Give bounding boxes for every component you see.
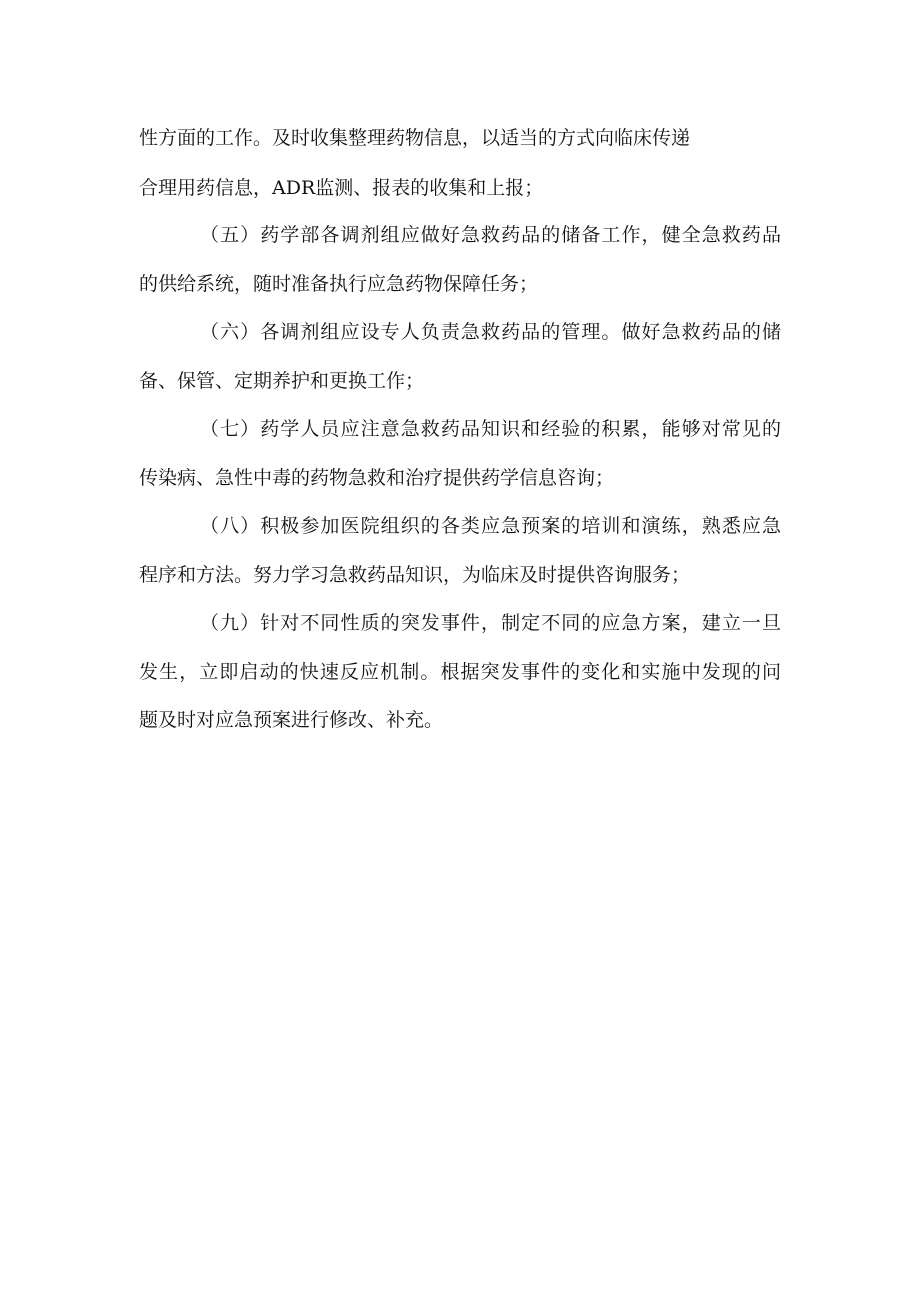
paragraph-9-line-1: （九）针对不同性质的突发事件，制定不同的应急方案，建立一旦 (200, 612, 781, 634)
text-line: 合理用药信息，ADR监测、报表的收集和上报； (139, 177, 544, 199)
paragraph-6-line-2: 备、保管、定期养护和更换工作； (139, 370, 425, 392)
paragraph-9-line-2: 发生，立即启动的快速反应机制。根据突发事件的变化和实施中发现的问 (139, 661, 781, 683)
text-line: 性方面的工作。及时收集整理药物信息，以适当的方式向临床传递 (139, 127, 691, 149)
paragraph-7-line-1: （七）药学人员应注意急救药品知识和经验的积累，能够对常见的 (200, 418, 781, 440)
paragraph-6-line-1: （六）各调剂组应设专人负责急救药品的管理。做好急救药品的储 (200, 321, 781, 343)
paragraph-8-line-2: 程序和方法。努力学习急救药品知识，为临床及时提供咨询服务； (139, 564, 691, 586)
paragraph-5-line-2: 的供给系统，随时准备执行应急药物保障任务； (139, 273, 539, 295)
paragraph-8-line-1: （八）积极参加医院组织的各类应急预案的培训和演练，熟悉应急 (200, 515, 781, 537)
paragraph-7-line-2: 传染病、急性中毒的药物急救和治疗提供药学信息咨询； (139, 467, 615, 489)
paragraph-9-line-3: 题及时对应急预案进行修改、补充。 (139, 709, 444, 731)
paragraph-5-line-1: （五）药学部各调剂组应做好急救药品的储备工作，健全急救药品 (200, 224, 781, 246)
